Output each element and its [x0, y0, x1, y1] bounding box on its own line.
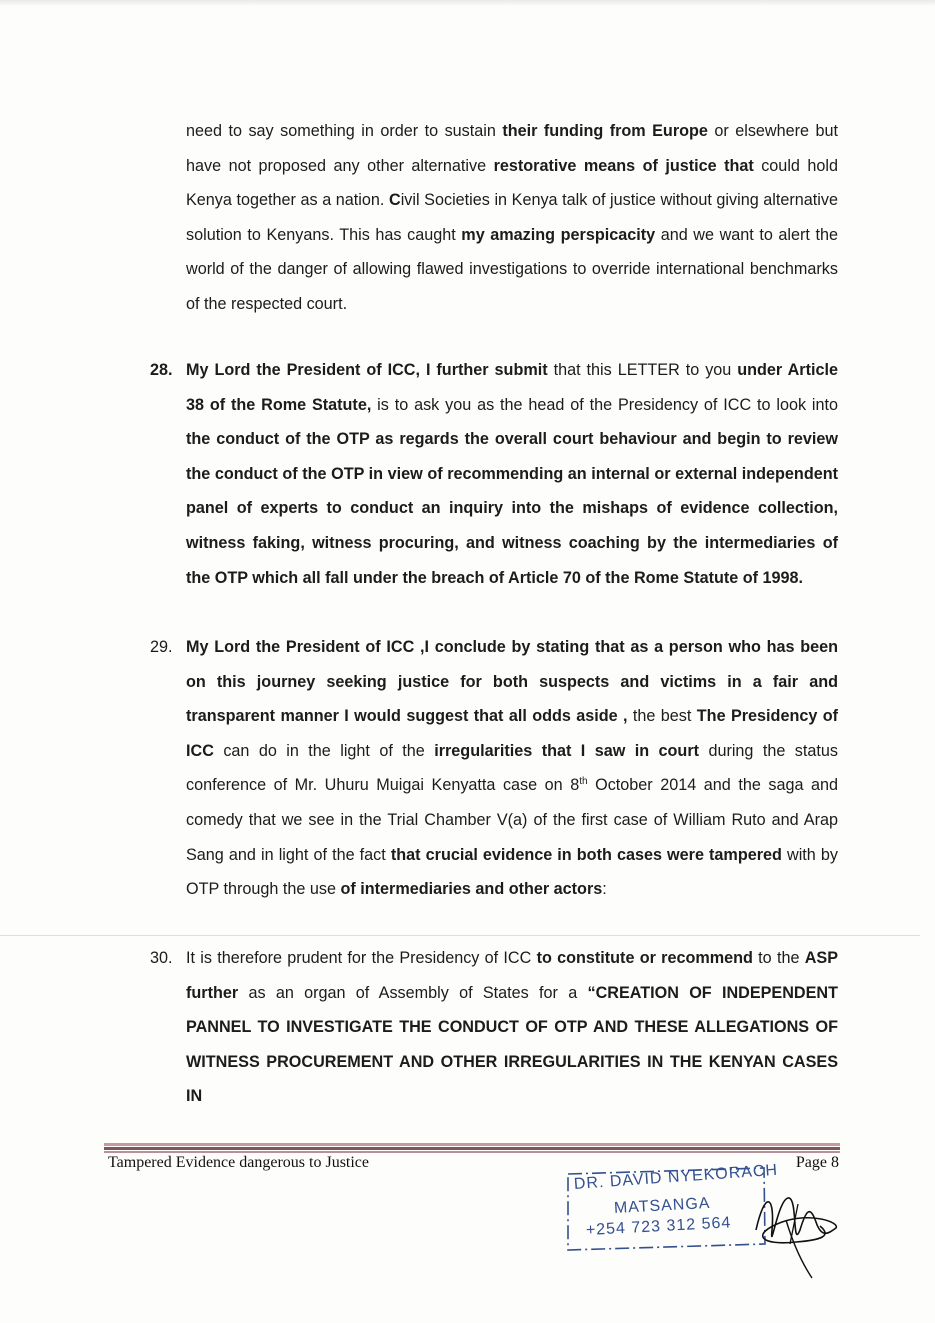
paragraph-28-number: 28. [150, 361, 173, 379]
bold-run: my amazing perspicacity [461, 225, 656, 244]
text-run: and we want to alert the world of the danger of allowing flawed investigations to override international benchmarks of the respected court. [186, 225, 839, 313]
text-run: is to ask you as the head of the Presidency of ICC to look into [371, 395, 838, 414]
text-run: need to say something in order to sustain [186, 122, 503, 140]
text-run: ivil Societies in Kenya talk of justice without giving alternative solution to Kenyans. This has caught [186, 191, 838, 244]
footer-rule [104, 1147, 840, 1150]
bold-run: that crucial evidence in both cases were tampered [390, 845, 782, 864]
bold-run: “CREATION OF INDEPENDENT PANNEL TO INVESTIGATE THE CONDUCT OF OTP AND THESE ALLEGATIONS OF WITNESS PROCUREMENT AND OTHER IRREGULARITIES IN THE KENYAN CASES IN [186, 983, 838, 1106]
paragraph-28 [186, 353, 838, 595]
footer-rule [104, 1151, 840, 1153]
bold-run: of intermediaries and other actors [340, 880, 603, 899]
bold-run: C [389, 191, 401, 210]
bold-run: The Presidency of ICC [186, 707, 839, 760]
text-run: It is therefore prudent for the Presidency of ICC [186, 949, 537, 967]
official-stamp [560, 1160, 840, 1284]
text-run: that this LETTER to you [547, 361, 738, 379]
text-run: can do in the light of the [213, 741, 435, 760]
text-run: could hold Kenya together as a nation. [186, 156, 838, 210]
footer-rule [104, 1143, 840, 1146]
bold-run: irregularities that I saw in court [434, 741, 700, 760]
text-run: during the status conference of Mr. Uhuru Muigai Kenyatta case on 8 [186, 741, 838, 795]
bold-run: ASP further [186, 949, 839, 1002]
text-run: with by OTP through the use [186, 845, 838, 899]
superscript: th [579, 776, 588, 788]
scan-top-edge [0, 0, 935, 6]
stamp-surname: MATSANGA [613, 1194, 711, 1217]
text-run: or elsewhere but have not proposed any other alternative [186, 122, 838, 175]
stamp-phone: +254 723 312 564 [585, 1214, 732, 1239]
bold-run: the conduct of the OTP as regards the overall court behaviour and begin to review the conduct of the OTP in view of recommending an internal or external independent panel of experts to conduct an inquiry into the mishaps of evidence collection, witness faking, witness procuring, and witness coaching by the intermediaries of the OTP which all fall under the breach of Article 70 of the Rome Statute of 1998. [186, 430, 838, 587]
stamp-name: DR. DAVID NYEKORACH [573, 1161, 779, 1193]
text-run: as an organ of Assembly of States for a [238, 983, 588, 1002]
paragraph-27-continuation [186, 114, 838, 322]
paragraph-30 [186, 941, 838, 1114]
paragraph-29 [186, 630, 838, 907]
text-run: : [602, 880, 607, 899]
bold-run: their funding from Europe [502, 122, 708, 140]
bold-run: restorative means of justice that [493, 156, 754, 175]
paragraph-30-number: 30. [150, 949, 173, 967]
text-run: the best [627, 707, 697, 726]
bold-run: My Lord the President of ICC ,I conclude by stating that as a person who has been on this journey seeking justice for both suspects and victims in a fair and transparent manner I would suggest that all odds aside , [186, 638, 838, 726]
bold-run: to constitute or recommend [536, 949, 753, 967]
page-number: Page 8 [795, 1154, 839, 1171]
text-run: to the [752, 949, 805, 967]
scan-fold-line [0, 935, 920, 936]
footer-title: Tampered Evidence dangerous to Justice [108, 1154, 370, 1171]
bold-run: My Lord the President of ICC, I further submit [186, 361, 548, 379]
text-run: October 2014 and the saga and comedy that we see in the Trial Chamber V(a) of the first case of William Ruto and Arap Sang and in light of the fact [186, 776, 839, 864]
paragraph-29-number: 29. [150, 638, 173, 656]
bold-run: under Article 38 of the Rome Statute, [186, 361, 838, 414]
